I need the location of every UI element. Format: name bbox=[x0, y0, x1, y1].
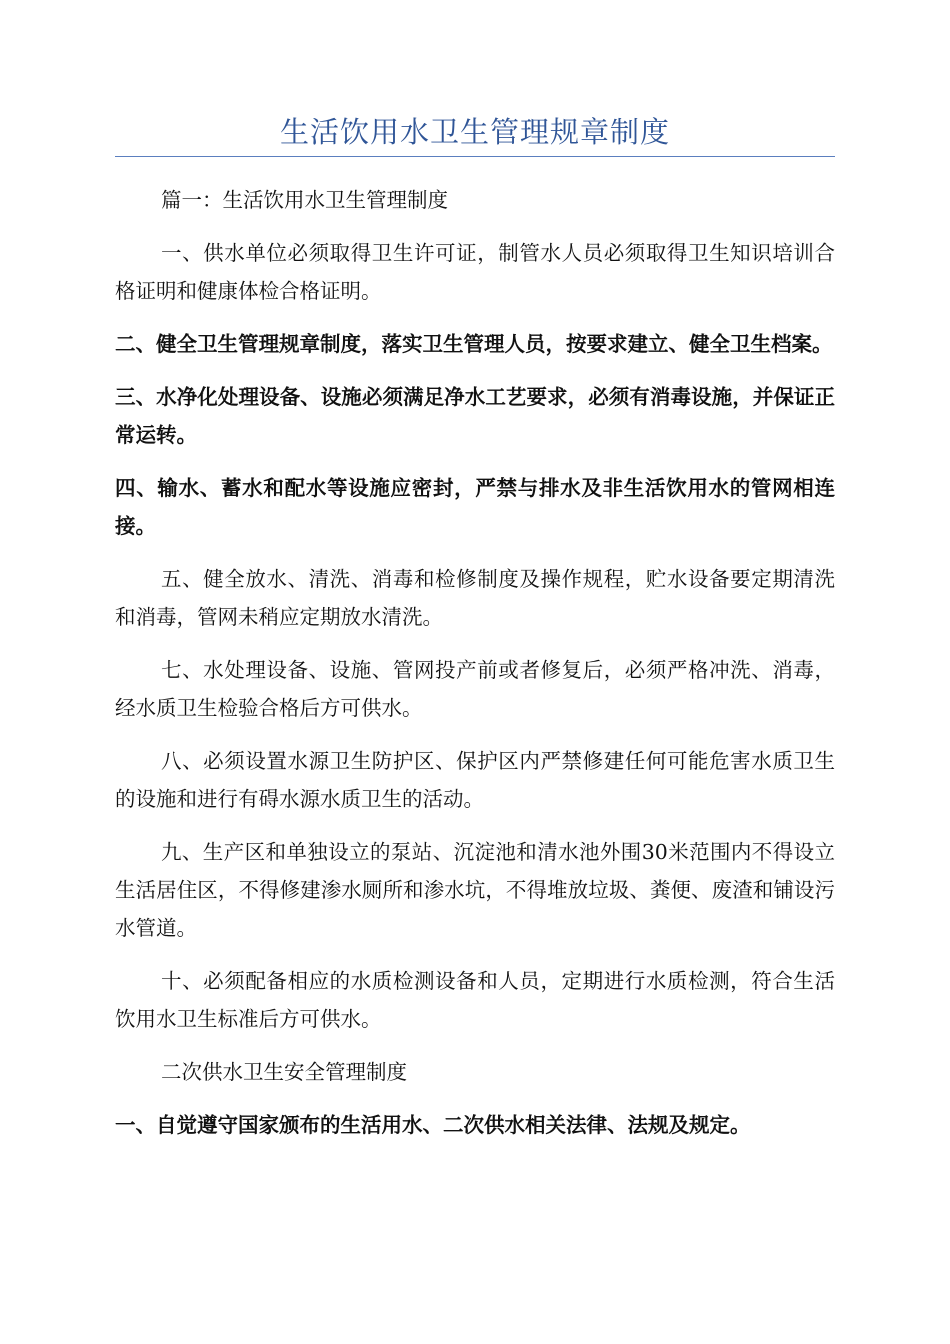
paragraph-item-4: 四、输水、蓄水和配水等设施应密封，严禁与排水及非生活饮用水的管网相连接。 bbox=[115, 476, 835, 538]
document-title: 生活饮用水卫生管理规章制度 bbox=[115, 112, 835, 157]
paragraph-item-2: 二、健全卫生管理规章制度，落实卫生管理人员，按要求建立、健全卫生档案。 bbox=[115, 332, 833, 356]
paragraph-item-9: 九、生产区和单独设立的泵站、沉淀池和清水池外围30米范围内不得设立生活居住区，不得修建渗水厕所和渗水坑，不得堆放垃圾、粪便、废渣和铺设污水管道。 bbox=[115, 840, 835, 940]
paragraph-item-5: 五、健全放水、清洗、消毒和检修制度及操作规程，贮水设备要定期清洗和消毒，管网未稍应定期放水清洗。 bbox=[115, 567, 835, 629]
document-page bbox=[115, 112, 835, 1144]
paragraph-item-7: 七、水处理设备、设施、管网投产前或者修复后，必须严格冲洗、消毒，经水质卫生检验合格后方可供水。 bbox=[115, 658, 835, 720]
paragraph-section2-item-1: 一、自觉遵守国家颁布的生活用水、二次供水相关法律、法规及规定。 bbox=[115, 1113, 751, 1137]
paragraph-item-10: 十、必须配备相应的水质检测设备和人员，定期进行水质检测，符合生活饮用水卫生标准后方可供水。 bbox=[115, 969, 835, 1031]
paragraph-subtitle: 篇一：生活饮用水卫生管理制度 bbox=[161, 188, 448, 212]
section-heading: 二次供水卫生安全管理制度 bbox=[161, 1060, 407, 1084]
paragraph-item-8: 八、必须设置水源卫生防护区、保护区内严禁修建任何可能危害水质卫生的设施和进行有碍水源水质卫生的活动。 bbox=[115, 749, 835, 811]
paragraph-item-1: 一、供水单位必须取得卫生许可证，制管水人员必须取得卫生知识培训合格证明和健康体检合格证明。 bbox=[115, 241, 835, 303]
paragraph-item-3: 三、水净化处理设备、设施必须满足净水工艺要求，必须有消毒设施，并保证正常运转。 bbox=[115, 385, 835, 447]
